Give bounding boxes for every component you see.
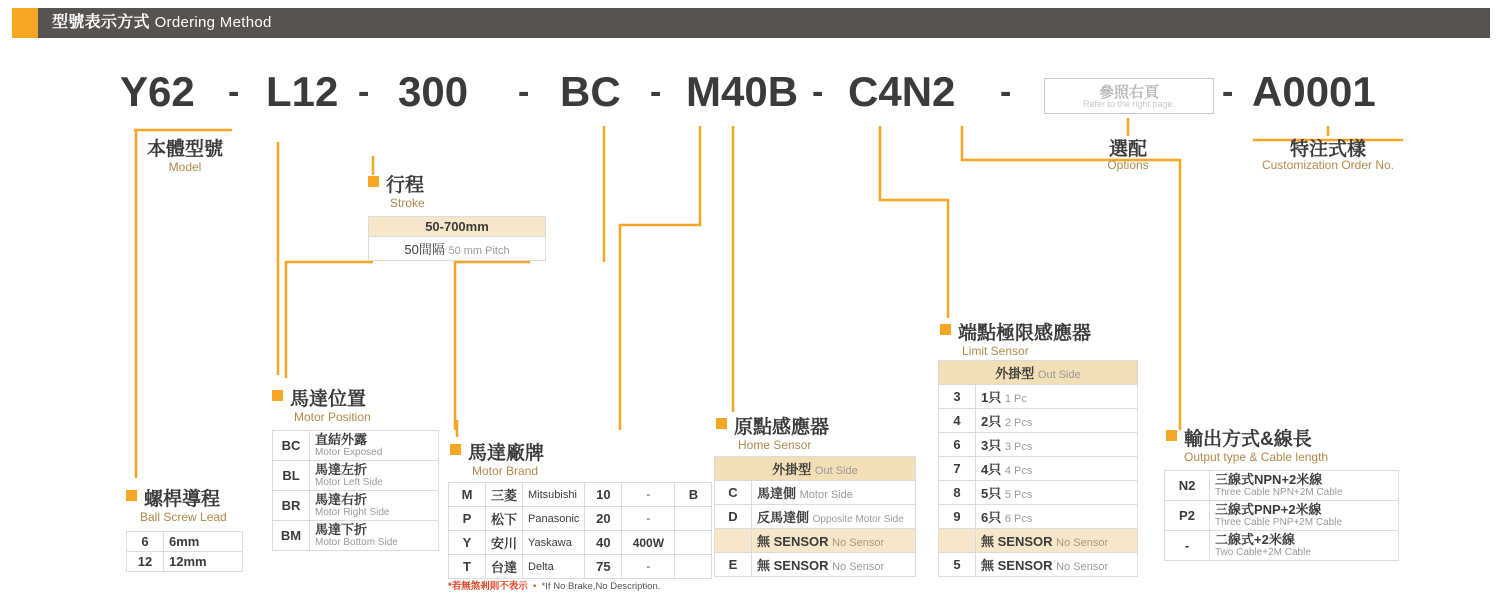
table-row [273, 461, 439, 491]
limit-sensor-key: 6 [939, 433, 976, 457]
limit-sensor-value [976, 505, 1138, 529]
lead-table [126, 531, 243, 572]
motor-position-key: BC [273, 431, 310, 461]
limit-sensor-value [976, 385, 1138, 409]
group-home-sensor-label-en: Home Sensor [738, 438, 812, 452]
motor-position-value-zh: 馬達右折 [315, 492, 368, 507]
motor-brand-note-en: *If No Brake,No Description. [541, 581, 661, 592]
table-row [939, 529, 1138, 553]
motor-position-value-en: Motor Bottom Side [315, 537, 398, 548]
table-row [939, 553, 1138, 577]
motor-brand-brake [675, 507, 712, 531]
motor-brand-en: Mitsubishi [523, 483, 585, 507]
table-row [369, 237, 546, 261]
table-row [939, 385, 1138, 409]
motor-brand-watt: 20 [585, 507, 622, 531]
lead-bullet-icon [126, 490, 137, 501]
output-bullet-icon [1166, 430, 1177, 441]
motor-position-value [310, 431, 439, 461]
motor-brand-zh: 松下 [486, 507, 523, 531]
motor-brand-note-zh: *若無煞剎則不表示 [448, 581, 528, 592]
motor-brand-power: - [622, 555, 675, 579]
home-sensor-value-zh: 無 SENSOR [757, 558, 829, 573]
home-sensor-key: D [715, 505, 752, 529]
lead-key: 6 [127, 532, 164, 552]
home-sensor-value-en: No Sensor [832, 537, 885, 549]
limit-sensor-value [976, 457, 1138, 481]
options-placeholder-zh: 參照右頁 [1098, 84, 1159, 101]
home-sensor-key: E [715, 553, 752, 577]
motor-position-key: BR [273, 491, 310, 521]
motor-position-value-en: Motor Exposed [315, 447, 383, 458]
lead-key: 12 [127, 552, 164, 572]
group-model [100, 134, 270, 174]
motor-brand-en: Delta [523, 555, 585, 579]
table-row [715, 505, 916, 529]
limit-sensor-value [976, 553, 1138, 577]
motor-position-value-en: Motor Right Side [315, 507, 390, 518]
options-placeholder-en: Refer to the right page. [1082, 99, 1176, 109]
motor-position-value [310, 461, 439, 491]
code-dash-7: - [1222, 73, 1234, 111]
table-row [449, 507, 712, 531]
home-sensor-key: C [715, 481, 752, 505]
table-row [127, 552, 243, 572]
code-dash-3: - [518, 73, 530, 111]
group-lead-label-zh: 螺桿導程 [144, 489, 221, 510]
limit-sensor-value-zh: 無 SENSOR [981, 534, 1053, 549]
limit-sensor-value [976, 481, 1138, 505]
ordering-code-line [0, 62, 1502, 122]
table-row [1165, 531, 1399, 561]
motor-position-table [272, 430, 439, 551]
page-title-en: Ordering Method [154, 14, 272, 31]
group-model-label-en: Model [168, 160, 202, 174]
motor-position-bullet-icon [272, 390, 283, 401]
home-sensor-value [752, 481, 916, 505]
output-table [1164, 470, 1399, 561]
page-title-zh: 型號表示方式 [52, 14, 150, 31]
limit-sensor-value [976, 409, 1138, 433]
motor-brand-key: T [449, 555, 486, 579]
table-row [715, 481, 916, 505]
code-model: Y62 [120, 68, 195, 115]
group-options-label-en: Options [1107, 158, 1149, 172]
motor-position-value [310, 491, 439, 521]
stroke-bullet-icon [368, 176, 379, 187]
limit-sensor-bullet-icon [940, 324, 951, 335]
table-row [1165, 471, 1399, 501]
limit-sensor-value-zh: 5只 [981, 486, 1002, 501]
table-row [449, 555, 712, 579]
output-key: N2 [1165, 471, 1210, 501]
code-dash-2: - [358, 73, 370, 111]
limit-sensor-value-zh: 無 SENSOR [981, 558, 1053, 573]
limit-sensor-value-zh: 1只 [981, 390, 1002, 405]
motor-position-value-zh: 馬達下折 [315, 522, 368, 537]
limit-sensor-value [976, 529, 1138, 553]
group-stroke-label-zh: 行程 [386, 175, 425, 196]
limit-sensor-key: 7 [939, 457, 976, 481]
lead-value: 6mm [164, 532, 243, 552]
group-lead-label-en: Ball Screw Lead [140, 510, 227, 524]
limit-sensor-value-en: No Sensor [1056, 561, 1109, 573]
table-row [273, 521, 439, 551]
group-limit-sensor-label-zh: 端點極限感應器 [958, 323, 1092, 344]
table-row [939, 433, 1138, 457]
limit-sensor-value [976, 433, 1138, 457]
motor-brand-key: Y [449, 531, 486, 555]
home-sensor-head-zh: 外掛型 [772, 462, 812, 477]
output-key: P2 [1165, 501, 1210, 531]
output-value [1210, 501, 1399, 531]
page-header [0, 8, 1502, 38]
table-row [449, 531, 712, 555]
motor-brand-en: Panasonic [523, 507, 585, 531]
table-row [939, 457, 1138, 481]
home-sensor-value [752, 529, 916, 553]
limit-sensor-value-en: 2 Pcs [1004, 417, 1033, 429]
table-row [273, 431, 439, 461]
group-motor-position-label-zh: 馬達位置 [290, 389, 367, 410]
motor-brand-note: *若無煞剎則不表示 • *If No Brake,No Description. [448, 581, 661, 592]
home-sensor-value [752, 553, 916, 577]
limit-sensor-value-en: No Sensor [1056, 537, 1109, 549]
table-row [939, 361, 1138, 385]
table-row [715, 529, 916, 553]
motor-position-key: BM [273, 521, 310, 551]
output-value-zh: 二線式+2米線 [1215, 532, 1295, 547]
motor-brand-key: M [449, 483, 486, 507]
limit-sensor-value-en: 6 Pcs [1004, 513, 1033, 525]
limit-sensor-value-zh: 6只 [981, 510, 1002, 525]
motor-brand-table [448, 482, 712, 579]
home-sensor-value-zh: 無 SENSOR [757, 534, 829, 549]
code-lead: L12 [266, 68, 339, 115]
code-sensors: C4N2 [848, 68, 956, 115]
motor-brand-bullet-icon [450, 444, 461, 455]
limit-sensor-value-zh: 2只 [981, 414, 1002, 429]
code-dash-6: - [1000, 73, 1012, 111]
output-value [1210, 471, 1399, 501]
motor-brand-watt: 40 [585, 531, 622, 555]
code-motor-brand: M40B [686, 68, 799, 115]
output-value-en: Three Cable PNP+2M Cable [1215, 517, 1343, 528]
motor-position-key: BL [273, 461, 310, 491]
limit-sensor-head-zh: 外掛型 [995, 366, 1035, 381]
limit-sensor-key [939, 529, 976, 553]
table-row [449, 483, 712, 507]
code-customization: A0001 [1252, 68, 1376, 115]
limit-sensor-key: 8 [939, 481, 976, 505]
limit-sensor-head-en: Out Side [1037, 369, 1081, 381]
motor-brand-watt: 10 [585, 483, 622, 507]
home-sensor-table [714, 456, 916, 577]
home-sensor-head [715, 457, 916, 481]
output-key: - [1165, 531, 1210, 561]
motor-brand-watt: 75 [585, 555, 622, 579]
group-motor-position-label-en: Motor Position [294, 410, 371, 424]
motor-brand-brake: B [675, 483, 712, 507]
group-motor-brand-label-en: Motor Brand [472, 464, 539, 478]
group-home-sensor-label-zh: 原點感應器 [734, 417, 830, 438]
motor-brand-brake [675, 555, 712, 579]
limit-sensor-value-zh: 3只 [981, 438, 1002, 453]
group-motor-brand-label-zh: 馬達廠牌 [468, 443, 545, 464]
motor-brand-zh: 三菱 [486, 483, 523, 507]
output-value-en: Two Cable+2M Cable [1215, 547, 1311, 558]
limit-sensor-key: 5 [939, 553, 976, 577]
code-stroke: 300 [398, 68, 469, 115]
output-value-en: Three Cable NPN+2M Cable [1215, 487, 1343, 498]
limit-sensor-table [938, 360, 1138, 577]
table-row [939, 505, 1138, 529]
limit-sensor-key: 3 [939, 385, 976, 409]
code-dash-4: - [650, 73, 662, 111]
code-dash-1: - [228, 73, 240, 111]
stroke-pitch-en: 50 mm Pitch [448, 245, 510, 257]
group-model-label-zh: 本體型號 [146, 139, 223, 160]
output-value [1210, 531, 1399, 561]
limit-sensor-key: 4 [939, 409, 976, 433]
table-row [1165, 501, 1399, 531]
output-value-zh: 三線式PNP+2米線 [1215, 502, 1322, 517]
limit-sensor-value-en: 5 Pcs [1004, 489, 1033, 501]
motor-position-value-zh: 直結外露 [315, 432, 368, 447]
motor-brand-power: - [622, 483, 675, 507]
group-limit-sensor-label-en: Limit Sensor [962, 344, 1029, 358]
group-options-label-zh: 選配 [1108, 139, 1147, 160]
limit-sensor-key: 9 [939, 505, 976, 529]
table-row [939, 409, 1138, 433]
lead-value: 12mm [164, 552, 243, 572]
home-sensor-value-zh: 馬達側 [757, 486, 797, 501]
motor-brand-zh: 安川 [486, 531, 523, 555]
stroke-pitch [369, 237, 546, 261]
motor-brand-key: P [449, 507, 486, 531]
motor-brand-power: 400W [622, 531, 675, 555]
motor-brand-en: Yaskawa [523, 531, 585, 555]
limit-sensor-value-en: 4 Pcs [1004, 465, 1033, 477]
code-dash-5: - [812, 73, 824, 111]
stroke-table [368, 216, 546, 261]
home-sensor-bullet-icon [716, 418, 727, 429]
motor-brand-brake [675, 531, 712, 555]
table-row [127, 532, 243, 552]
options-placeholder-box[interactable] [1044, 78, 1214, 114]
limit-sensor-value-zh: 4只 [981, 462, 1002, 477]
home-sensor-value [752, 505, 916, 529]
limit-sensor-head [939, 361, 1138, 385]
output-value-zh: 三線式NPN+2米線 [1215, 472, 1323, 487]
code-motor-position: BC [560, 68, 621, 115]
group-output-label-en: Output type & Cable length [1184, 450, 1329, 464]
motor-position-value-zh: 馬達左折 [315, 462, 368, 477]
home-sensor-value-en: Motor Side [799, 489, 853, 501]
page-title [52, 8, 272, 38]
group-customization-label-en: Customization Order No. [1261, 158, 1395, 172]
header-accent-square [12, 8, 38, 38]
table-row [369, 217, 546, 237]
group-stroke-label-en: Stroke [390, 196, 425, 210]
motor-position-value-en: Motor Left Side [315, 477, 383, 488]
motor-brand-power: - [622, 507, 675, 531]
table-row [939, 481, 1138, 505]
home-sensor-value-en: Opposite Motor Side [812, 514, 904, 525]
stroke-pitch-zh: 50間隔 [404, 242, 445, 257]
home-sensor-value-zh: 反馬達側 [757, 510, 810, 525]
table-row [715, 457, 916, 481]
limit-sensor-value-en: 3 Pcs [1004, 441, 1033, 453]
group-customization-label-zh: 特注式樣 [1289, 139, 1366, 160]
motor-brand-zh: 台達 [486, 555, 523, 579]
home-sensor-head-en: Out Side [814, 465, 858, 477]
group-output-label-zh: 輸出方式&線長 [1184, 429, 1312, 450]
home-sensor-key [715, 529, 752, 553]
table-row [715, 553, 916, 577]
table-row [273, 491, 439, 521]
home-sensor-value-en: No Sensor [832, 561, 885, 573]
stroke-range: 50-700mm [369, 217, 546, 237]
motor-position-value [310, 521, 439, 551]
limit-sensor-value-en: 1 Pc [1004, 393, 1027, 405]
